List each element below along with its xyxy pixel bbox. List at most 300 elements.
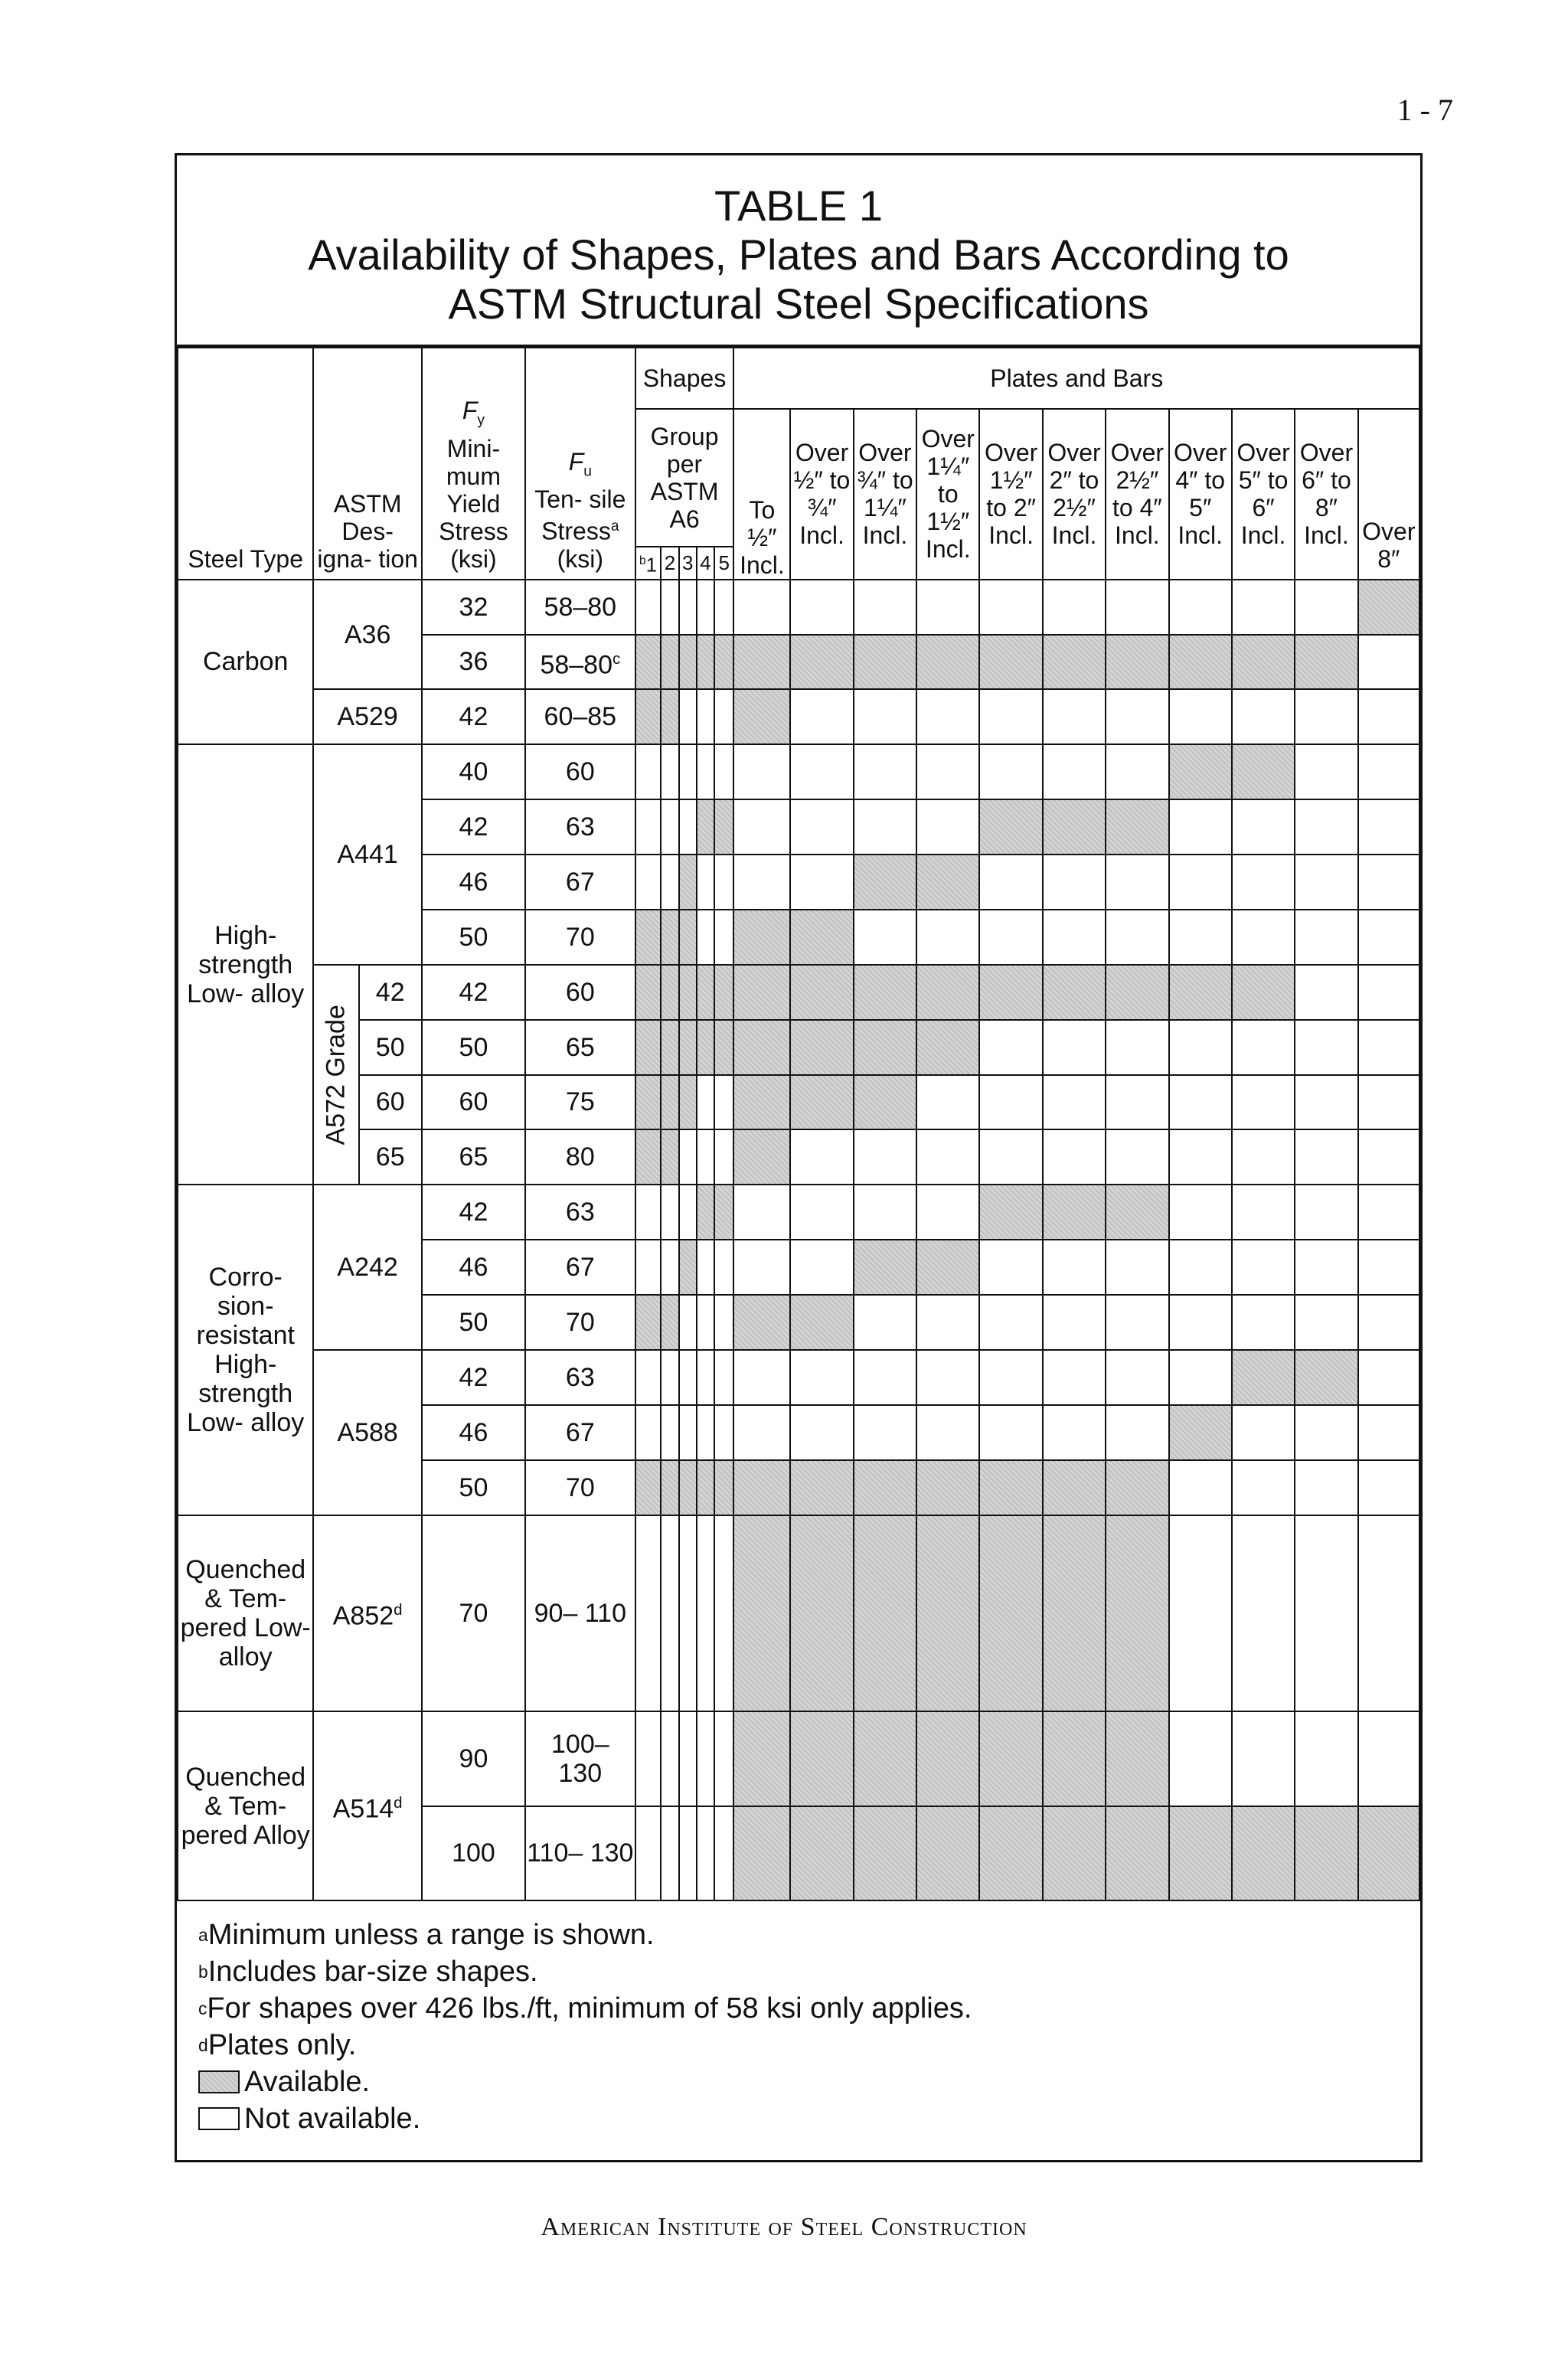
table-row [178,580,1419,635]
not-available-cell [1232,1240,1295,1295]
available-cell [854,1020,916,1075]
footnote-a: a Minimum unless a range is shown. [198,1919,655,1951]
available-cell [733,1515,790,1712]
not-available-cell [1106,689,1168,744]
available-cell [854,855,916,910]
available-cell [714,965,733,1020]
availability-table-wrap [177,347,1420,1901]
designation-a588: A588 [313,1350,421,1515]
available-cell [1043,1515,1106,1712]
not-available-cell [714,1405,733,1460]
not-available-cell [1169,1295,1232,1350]
steel-type-carbon: Carbon [178,580,313,745]
not-available-cell [979,689,1042,744]
publisher-footer: American Institute of Steel Construction [541,2213,1027,2241]
available-cell [1232,965,1295,1020]
steel-type-quenched-tempered-low-alloy: Quenched & Tem- pered Low-alloy [178,1515,313,1712]
available-cell [1106,799,1168,855]
available-cell [697,1185,714,1240]
not-available-cell [1169,1129,1232,1185]
not-available-cell [733,855,790,910]
not-available-cell [1295,1240,1357,1295]
available-cell [733,1129,790,1185]
available-cell [916,1515,979,1712]
not-available-cell [679,1711,697,1806]
available-cell [1106,965,1168,1020]
not-available-cell [1295,1515,1357,1712]
available-cell [714,1185,733,1240]
available-cell [661,689,678,744]
fy-value: 46 [422,1240,525,1295]
available-cell [733,1020,790,1075]
fy-value: 50 [422,910,525,965]
not-available-cell [790,855,853,910]
not-available-cell [1295,1020,1357,1075]
available-cell [635,965,662,1020]
not-available-cell [1358,1295,1419,1350]
available-cell [679,1460,697,1515]
not-available-cell [714,744,733,799]
not-available-cell [1358,1515,1419,1712]
available-cell [1106,1711,1168,1806]
not-available-cell [979,1350,1042,1405]
not-available-cell [790,744,853,799]
table-number: TABLE 1 [714,181,883,230]
available-cell [661,910,678,965]
not-available-cell [916,1350,979,1405]
available-cell [790,1711,853,1806]
not-available-cell [854,1405,916,1460]
available-cell [679,1075,697,1130]
available-cell [916,1806,979,1901]
not-available-cell [916,689,979,744]
header-thickness-4: Over 1½″ to 2″ Incl. [979,409,1042,580]
available-cell [916,1240,979,1295]
not-available-cell [854,580,916,635]
not-available-cell [697,910,714,965]
not-available-cell [661,1405,678,1460]
available-cell [979,1806,1042,1901]
not-available-cell [854,1129,916,1185]
fy-value: 60 [422,1075,525,1130]
available-cell [979,965,1042,1020]
not-available-cell [661,1185,678,1240]
not-available-cell [1232,1515,1295,1712]
not-available-cell [1106,1295,1168,1350]
available-cell [790,1295,853,1350]
not-available-cell [679,1129,697,1185]
fy-value: 90 [422,1711,525,1806]
fu-value: 70 [525,1295,635,1350]
not-available-cell [679,689,697,744]
available-cell [979,1711,1042,1806]
table-row [178,1185,1419,1240]
fy-value: 32 [422,580,525,635]
not-available-cell [1169,1075,1232,1130]
page-number: 1 - 7 [1396,93,1453,127]
not-available-cell [635,1350,662,1405]
available-cell [733,689,790,744]
steel-type-corrosion-resistant: Corro- sion- resistant High- strength Low- alloy [178,1185,313,1515]
fu-value: 65 [525,1020,635,1075]
not-available-cell [1295,965,1357,1020]
available-cell [979,1460,1042,1515]
not-available-cell [679,799,697,855]
available-cell [1232,1806,1295,1901]
not-available-cell [979,855,1042,910]
not-available-cell [1106,1075,1168,1130]
table-title [177,155,1420,347]
not-available-cell [733,744,790,799]
header-group-1: $^b$1 [635,547,662,580]
available-cell [1169,1806,1232,1901]
available-cell [661,635,678,690]
not-available-cell [979,744,1042,799]
fy-label: Mini- mum Yield Stress (ksi) [439,434,508,573]
not-available-cell [635,744,662,799]
available-cell [1295,1806,1357,1901]
not-available-cell [854,910,916,965]
available-cell [714,635,733,690]
not-available-cell [697,1240,714,1295]
not-available-cell [733,799,790,855]
grade-cell: 42 [359,965,422,1020]
not-available-cell [733,580,790,635]
not-available-cell [1106,910,1168,965]
not-available-cell [979,1405,1042,1460]
footnote-b: b Includes bar-size shapes. [198,1956,538,1988]
not-available-cell [697,1129,714,1185]
not-available-cell [1358,1240,1419,1295]
available-cell [679,855,697,910]
legend-available: Available. [198,2064,972,2100]
not-available-cell [1043,689,1106,744]
not-available-cell [697,1806,714,1901]
not-available-cell [916,799,979,855]
not-available-cell [979,1020,1042,1075]
not-available-cell [1232,1295,1295,1350]
fy-value: 42 [422,965,525,1020]
not-available-cell [635,799,662,855]
available-cell [733,1295,790,1350]
not-available-cell [1043,1075,1106,1130]
available-cell [697,799,714,855]
available-cell [733,1711,790,1806]
available-cell [1169,744,1232,799]
not-available-cell [697,580,714,635]
table-frame [175,153,1423,2162]
not-available-cell [714,1806,733,1901]
fu-footnote-mark: a [610,518,619,534]
not-available-cell [1295,689,1357,744]
not-available-cell [1358,1460,1419,1515]
not-available-cell [1232,855,1295,910]
available-cell [1232,744,1295,799]
steel-type-high-strength-low-alloy: High- strength Low- alloy [178,744,313,1185]
fu-value: 63 [525,799,635,855]
available-cell [790,635,853,690]
not-available-cell [1295,1075,1357,1130]
table-row [178,1350,1419,1405]
not-available-cell [1106,1350,1168,1405]
not-available-cell [679,1185,697,1240]
not-available-cell [1295,744,1357,799]
not-available-cell [854,689,916,744]
header-thickness-7: Over 4″ to 5″ Incl. [1169,409,1232,580]
not-available-cell [1169,1020,1232,1075]
not-available-cell [1169,910,1232,965]
available-cell [1358,1806,1419,1901]
not-available-cell [661,580,678,635]
not-available-cell [661,799,678,855]
available-cell [854,965,916,1020]
footnote-d: d Plates only. [198,2029,357,2061]
not-available-cell [661,744,678,799]
available-cell [790,1020,853,1075]
fu-subscript: u [583,463,592,479]
available-cell [1232,635,1295,690]
not-available-cell [714,1240,733,1295]
available-cell [916,635,979,690]
header-thickness-10: Over 8″ [1358,409,1419,580]
available-cell [1169,965,1232,1020]
available-cell [1043,965,1106,1020]
available-cell [854,1460,916,1515]
table-title-line-1: Availability of Shapes, Plates and Bars According to [308,230,1289,279]
not-available-cell [1295,855,1357,910]
not-available-cell [1106,744,1168,799]
table-row [178,1129,1419,1185]
not-available-cell [1169,1711,1232,1806]
available-cell [1106,1460,1168,1515]
fy-subscript: y [477,412,485,429]
not-available-cell [697,1075,714,1130]
fy-symbol: F [462,397,478,425]
available-cell [679,910,697,965]
not-available-cell [733,1240,790,1295]
fy-value: 100 [422,1806,525,1901]
not-available-cell [1358,1350,1419,1405]
not-available-cell [1232,1020,1295,1075]
not-available-cell [916,1185,979,1240]
available-cell [635,635,662,690]
available-cell [635,1129,662,1185]
available-cell [916,855,979,910]
available-cell [679,965,697,1020]
not-available-cell [1169,580,1232,635]
not-available-cell [1358,1020,1419,1075]
not-available-cell [1295,1185,1357,1240]
not-available-cell [1358,965,1419,1020]
available-cell [679,635,697,690]
not-available-cell [1169,855,1232,910]
available-cell [1043,635,1106,690]
not-available-cell [661,1711,678,1806]
not-available-cell [1106,1240,1168,1295]
fu-value: 63 [525,1350,635,1405]
not-available-cell [916,1129,979,1185]
header-thickness-6: Over 2½″ to 4″ Incl. [1106,409,1168,580]
not-available-cell [1043,1295,1106,1350]
available-cell [854,1515,916,1712]
not-available-cell [1043,910,1106,965]
available-cell [1358,580,1419,635]
not-available-cell [790,1240,853,1295]
not-available-cell [1358,910,1419,965]
not-available-cell [1232,910,1295,965]
not-available-cell [1106,855,1168,910]
available-cell [790,1515,853,1712]
not-available-cell [979,1075,1042,1130]
fu-unit: (ksi) [557,544,604,573]
not-available-cell [790,799,853,855]
fu-value: 75 [525,1075,635,1130]
header-thickness-0: To ½″ Incl. [733,409,790,580]
fu-footnote-mark: c [612,650,621,668]
available-cell [854,1075,916,1130]
header-steel-type: Steel Type [178,348,313,580]
not-available-cell [1295,580,1357,635]
fy-value: 70 [422,1515,525,1712]
not-available-cell [1358,1129,1419,1185]
available-cell [854,1806,916,1901]
not-available-cell [679,1806,697,1901]
not-available-cell [697,1350,714,1405]
not-available-cell [635,580,662,635]
available-cell [714,799,733,855]
not-available-cell [1295,1460,1357,1515]
not-available-cell [697,1405,714,1460]
not-available-cell [1106,1020,1168,1075]
not-available-cell [714,1515,733,1712]
not-available-cell [1295,1295,1357,1350]
available-cell [979,799,1042,855]
available-cell [635,1075,662,1130]
available-cell [790,910,853,965]
not-available-cell [854,1185,916,1240]
not-available-cell [679,744,697,799]
not-available-cell [1232,1185,1295,1240]
not-available-cell [635,1185,662,1240]
not-available-cell [1106,1405,1168,1460]
not-available-cell [635,1806,662,1901]
available-cell [661,965,678,1020]
available-cell [1043,799,1106,855]
available-cell [733,910,790,965]
not-available-cell [979,1129,1042,1185]
not-available-cell [661,1240,678,1295]
fy-value: 36 [422,635,525,690]
not-available-cell [854,1295,916,1350]
available-cell [679,1020,697,1075]
a852-footnote-mark: d [394,1602,403,1619]
available-cell [635,1020,662,1075]
available-cell [1043,1806,1106,1901]
header-thickness-8: Over 5″ to 6″ Incl. [1232,409,1295,580]
not-available-cell [1043,1405,1106,1460]
not-available-cell [661,1350,678,1405]
not-available-cell [1043,1350,1106,1405]
fu-value: 60–85 [525,689,635,744]
available-cell [635,689,662,744]
header-fy [422,348,525,580]
footnote-c: c For shapes over 426 lbs./ft, minimum of 58 ksi only applies. [198,1992,972,2025]
not-available-cell [714,910,733,965]
not-available-cell [1295,910,1357,965]
fu-value: 58–80$^c$ [525,635,635,690]
not-available-cell [1358,1185,1419,1240]
not-available-cell [1295,1129,1357,1185]
designation-a529: A529 [313,689,421,744]
not-available-cell [661,1515,678,1712]
not-available-cell [1043,1129,1106,1185]
fu-value: 70 [525,910,635,965]
available-cell [1295,635,1357,690]
available-cell [635,1460,662,1515]
not-available-cell [679,1295,697,1350]
available-cell [714,1460,733,1515]
fu-value: 67 [525,855,635,910]
table-row [178,1711,1419,1806]
available-cell [1043,1460,1106,1515]
not-available-cell [1358,689,1419,744]
available-cell [635,910,662,965]
available-cell [854,1711,916,1806]
not-available-cell [1232,580,1295,635]
available-cell [679,1240,697,1295]
fu-value: 67 [525,1405,635,1460]
header-group-per-astm-a6: Group per ASTM A6 [635,409,734,547]
available-cell [979,1185,1042,1240]
header-thickness-1: Over ½″ to ¾″ Incl. [790,409,853,580]
not-available-cell [1358,1405,1419,1460]
available-cell [697,635,714,690]
available-swatch [198,2070,240,2093]
table-row [178,1020,1419,1075]
not-available-cell [1232,1129,1295,1185]
not-available-cell [661,855,678,910]
available-cell [1106,1515,1168,1712]
fy-value: 50 [422,1460,525,1515]
not-available-cell [1106,1129,1168,1185]
not-available-cell [661,1806,678,1901]
not-available-cell [979,1295,1042,1350]
table-row [178,1075,1419,1130]
available-cell [661,1075,678,1130]
fu-value: 63 [525,1185,635,1240]
available-cell [733,1075,790,1130]
not-available-cell [916,744,979,799]
not-available-cell [1358,1075,1419,1130]
not-available-cell [1232,1075,1295,1130]
not-available-cell [733,1185,790,1240]
fu-value: 90– 110 [525,1515,635,1712]
header-plates-and-bars: Plates and Bars [733,348,1419,409]
not-available-cell [733,1405,790,1460]
available-cell [733,1806,790,1901]
not-available-cell [697,744,714,799]
not-available-cell [1232,799,1295,855]
not-available-cell [714,1350,733,1405]
available-cell [1043,1185,1106,1240]
header-thickness-5: Over 2″ to 2½″ Incl. [1043,409,1106,580]
fy-value: 42 [422,689,525,744]
not-available-cell [635,1711,662,1806]
header-thickness-9: Over 6″ to 8″ Incl. [1295,409,1357,580]
not-available-cell [714,855,733,910]
not-available-cell [714,1075,733,1130]
grade-cell: 65 [359,1129,422,1185]
